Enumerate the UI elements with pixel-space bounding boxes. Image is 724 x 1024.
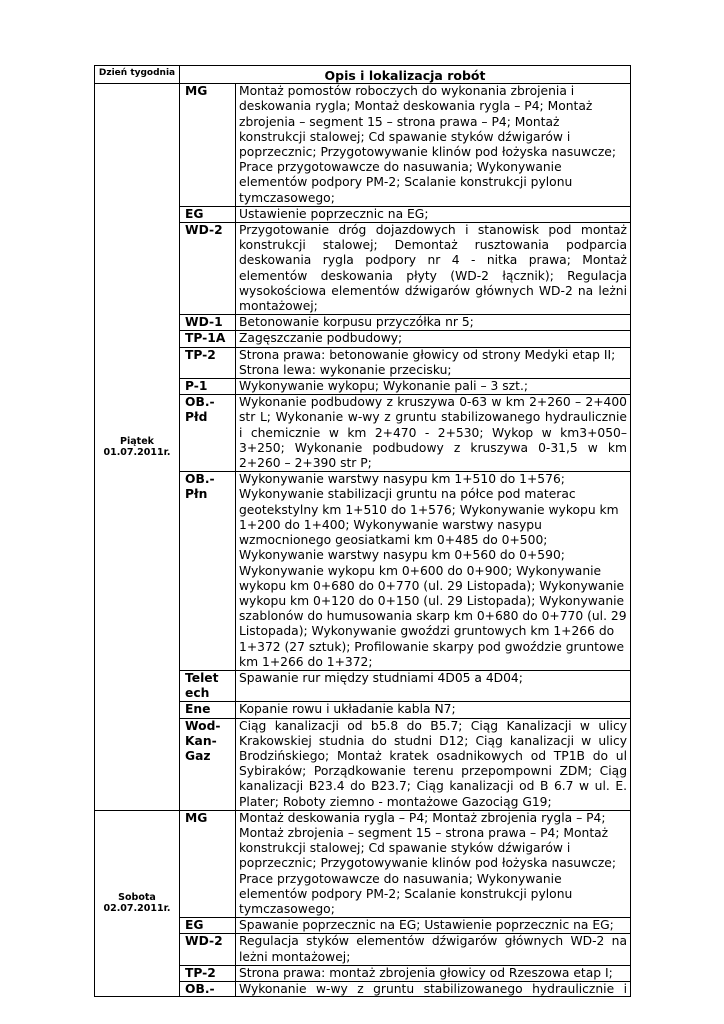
- row-description: [236, 981, 631, 996]
- row-description: Kopanie rowu i układanie kabla N7;: [236, 702, 631, 718]
- header-day: Dzień tygodnia: [95, 66, 180, 84]
- row-code: OB.- Płn: [180, 472, 236, 671]
- row-description: Przygotowanie dróg dojazdowych i stanowisk pod montaż konstrukcji stalowej; Demontaż rusztowania podparcia deskowania rygla podpory nr 4 - nitka prawa; Montaż elementów deskowania płyty (WD-2 łącznik); Regulacja wysokościowa elementów dźwigarów głównych WD-2 na leżni montażowej;: [236, 223, 631, 315]
- row-code: MG: [180, 810, 236, 917]
- row-description: Strona prawa: betonowanie głowicy od strony Medyki etap II; Strona lewa: wykonanie przecisku;: [236, 347, 631, 378]
- row-code: EG: [180, 918, 236, 934]
- row-description: Montaż deskowania rygla – P4; Montaż zbrojenia rygla – P4; Montaż zbrojenia – segment 15 – strona prawa – P4; Montaż konstrukcji stalowej; Cd spawanie styków dźwigarów i poprzecznic; Przygotowywanie klinów pod łożyska nasuwcze; Prace przygotowawcze do nasuwania; Wykonywanie elementów podpory PM-2; Scalanie konstrukcji pylonu tymczasowego;: [236, 810, 631, 917]
- row-code: Wod- Kan- Gaz: [180, 718, 236, 810]
- row-code: WD-1: [180, 315, 236, 331]
- row-description: Montaż pomostów roboczych do wykonania zbrojenia i deskowania rygla; Montaż deskowania rygla – P4; Montaż zbrojenia – segment 15 – strona prawa – P4; Montaż konstrukcji stalowej; Cd spawanie styków dźwigarów i poprzecznic; Przygotowywanie klinów pod łożyska nasuwcze; Prace przygotowawcze do nasuwania; Wykonywanie elementów podpory PM-2; Scalanie konstrukcji pylonu tymczasowego;: [236, 84, 631, 207]
- row-description: Strona prawa: montaż zbrojenia głowicy od Rzeszowa etap I;: [236, 965, 631, 981]
- header-description: Opis i lokalizacja robót: [180, 66, 631, 84]
- row-description: Betonowanie korpusu przyczółka nr 5;: [236, 315, 631, 331]
- table-row: [95, 810, 631, 917]
- table-row: [95, 84, 631, 207]
- row-description: Wykonywanie warstwy nasypu km 1+510 do 1+576; Wykonywanie stabilizacji gruntu na półce pod materac geotekstylny km 1+510 do 1+576; Wykonywanie wykopu km 1+200 do 1+400; Wykonywanie warstwy nasypu wzmocnionego geosiatkami km 0+485 do 0+500; Wykonywanie warstwy nasypu km 0+560 do 0+590; Wykonywanie wykopu km 0+600 do 0+900; Wykonywanie wykopu km 0+680 do 0+770 (ul. 29 Listopada); Wykonywanie wykopu km 0+120 do 0+150 (ul. 29 Listopada); Wykonywanie szablonów do humusowania skarp km 0+680 do 0+770 (ul. 29 Listopada); Wykonywanie gwoździ gruntowych km 1+266 do 1+372 (27 sztuk); Profilowanie skarpy pod gwoździe gruntowe km 1+266 do 1+372;: [236, 472, 631, 671]
- day-cell: Piątek 01.07.2011r.: [95, 84, 180, 811]
- row-code: WD-2: [180, 223, 236, 315]
- row-description: Ustawienie poprzecznic na EG;: [236, 206, 631, 222]
- row-description: Zagęszczanie podbudowy;: [236, 331, 631, 347]
- row-description: Regulacja styków elementów dźwigarów głównych WD-2 na leżni montażowej;: [236, 934, 631, 965]
- row-description: Spawanie poprzecznic na EG; Ustawienie poprzecznic na EG;: [236, 918, 631, 934]
- row-code: TP-2: [180, 347, 236, 378]
- row-description: Ciąg kanalizacji od b5.8 do B5.7; Ciąg Kanalizacji w ulicy Krakowskiej studnia do studni D12; Ciąg kanalizacji w ulicy Brodzińskiego; Montaż kratek osadnikowych od TP1B do ul Sybiraków; Porządkowanie terenu przepompowni ZDM; Ciąg kanalizacji B23.4 do B23.7; Ciąg kanalizacji od B 6.7 w ul. E. Plater; Roboty ziemno - montażowe Gazociąg G19;: [236, 718, 631, 810]
- header-row: [95, 66, 631, 84]
- row-code: P-1: [180, 379, 236, 395]
- row-description: Spawanie rur między studniami 4D05 a 4D04;: [236, 670, 631, 701]
- row-code: Ene: [180, 702, 236, 718]
- row-description: Wykonanie podbudowy z kruszywa 0-63 w km 2+260 – 2+400 str L; Wykonanie w-wy z gruntu stabilizowanego hydraulicznie i chemicznie w km 2+470 - 2+530; Wykop w km3+050– 3+250; Wykonanie podbudowy z kruszywa 0-31,5 w km 2+260 – 2+390 str P;: [236, 395, 631, 472]
- row-description-text: Wykonanie w-wy z gruntu stabilizowanego hydraulicznie i: [239, 981, 627, 996]
- day-cell: Sobota 02.07.2011r.: [95, 810, 180, 996]
- row-code: OB.- Płd: [180, 395, 236, 472]
- row-code: WD-2: [180, 934, 236, 965]
- row-code: OB.-: [180, 981, 236, 996]
- row-code: TP-2: [180, 965, 236, 981]
- row-description: Wykonywanie wykopu; Wykonanie pali – 3 szt.;: [236, 379, 631, 395]
- works-table: [94, 65, 631, 997]
- row-code: TP-1A: [180, 331, 236, 347]
- row-code: EG: [180, 206, 236, 222]
- row-code: Telet ech: [180, 670, 236, 701]
- row-code: MG: [180, 84, 236, 207]
